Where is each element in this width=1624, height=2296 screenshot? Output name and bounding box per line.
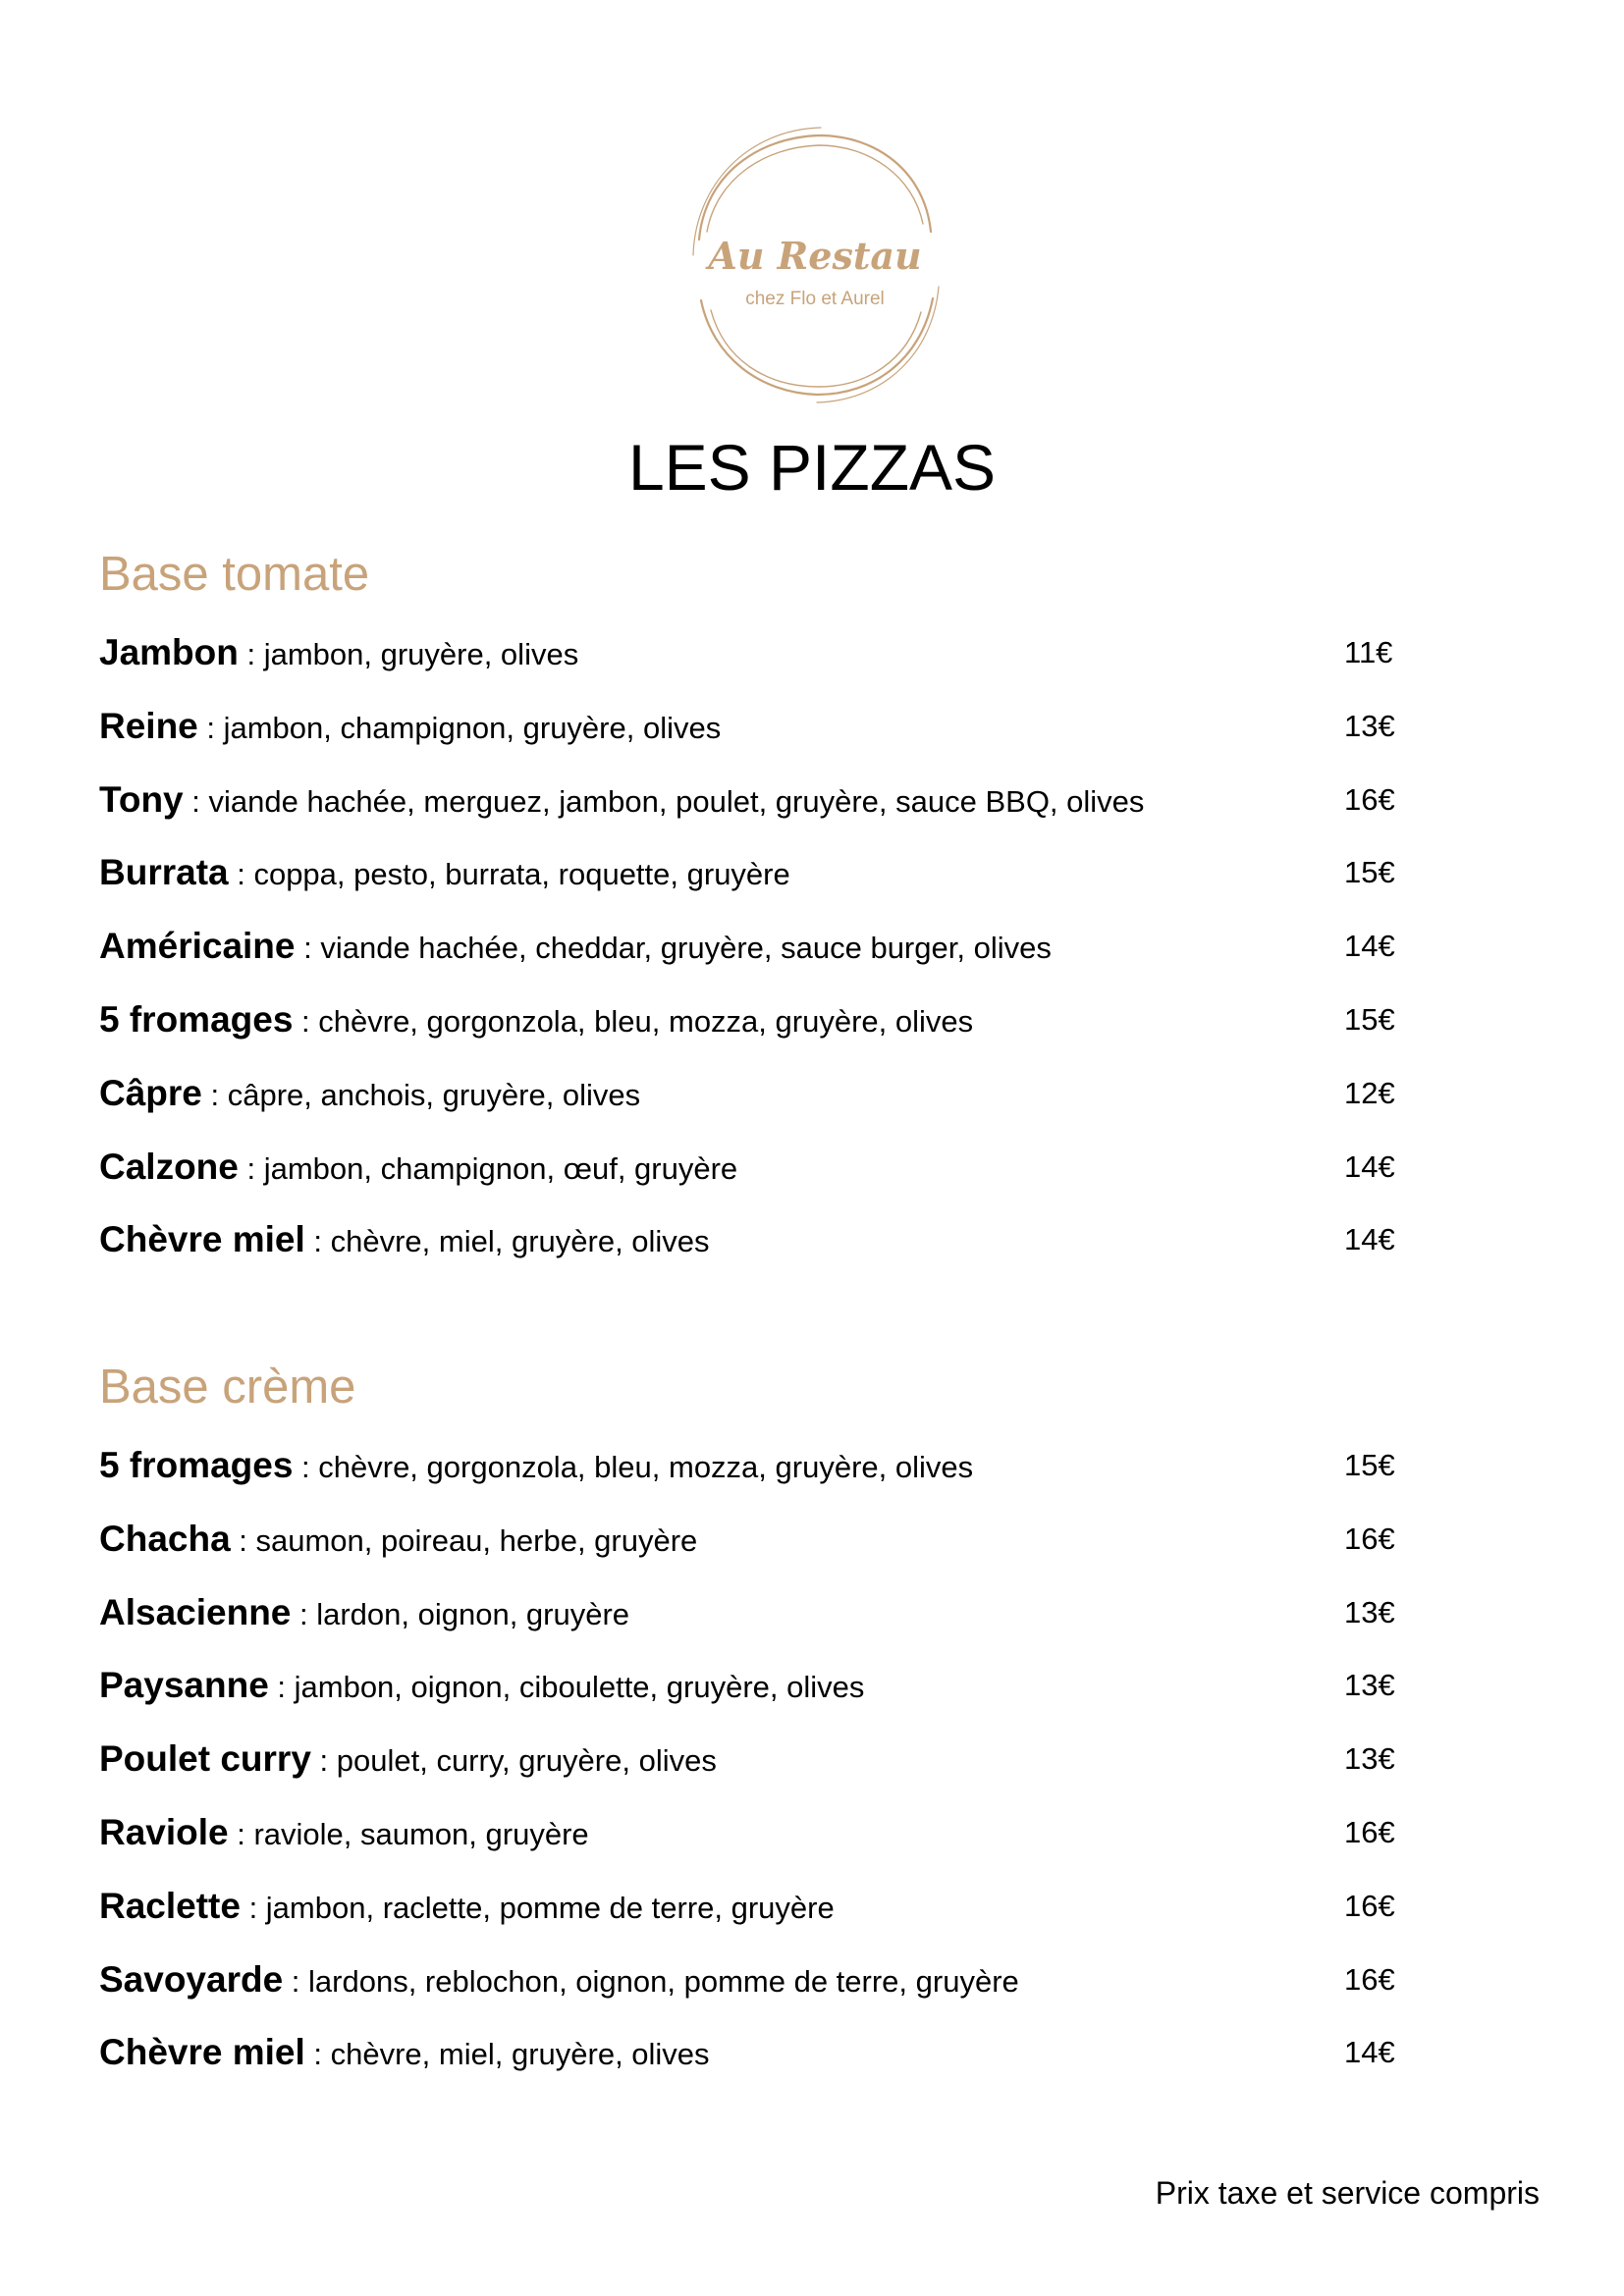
menu-item-price: 16€: [1344, 1814, 1395, 1849]
menu-item-price: 14€: [1344, 2035, 1395, 2070]
menu-item-price: 13€: [1344, 708, 1395, 743]
menu-item-name: Poulet curry: [99, 1738, 311, 1780]
footer-note: Prix taxe et service compris: [1155, 2175, 1540, 2211]
menu-item-ingredients: chèvre, miel, gruyère, olives: [330, 1224, 710, 1259]
logo-name: Au Restau: [708, 234, 922, 278]
menu-item-separator: :: [228, 1816, 254, 1851]
section-title-base-creme: Base crème: [99, 1361, 356, 1414]
menu-item-name: 5 fromages: [99, 998, 294, 1040]
menu-item-separator: :: [310, 1743, 337, 1779]
logo-subtitle: chez Flo et Aurel: [745, 289, 885, 309]
menu-item: [99, 2032, 1405, 2106]
menu-item-separator: :: [183, 783, 209, 819]
menu-item: [99, 999, 1405, 1073]
menu-item-price: 12€: [1344, 1075, 1395, 1110]
menu-item-ingredients: viande hachée, cheddar, gruyère, sauce burger, olives: [320, 931, 1052, 966]
menu-item-ingredients: chèvre, miel, gruyère, olives: [330, 2037, 710, 2072]
menu-item-price: 15€: [1344, 1448, 1395, 1482]
menu-item-ingredients: coppa, pesto, burrata, roquette, gruyère: [253, 857, 790, 892]
menu-item-ingredients: jambon, champignon, œuf, gruyère: [263, 1150, 738, 1186]
menu-item-ingredients: chèvre, gorgonzola, bleu, mozza, gruyère, olives: [318, 1450, 974, 1484]
menu-item: [99, 1219, 1405, 1293]
menu-item-separator: :: [238, 1150, 264, 1186]
menu-item: [99, 632, 1405, 706]
menu-item: [99, 1959, 1405, 2033]
menu-item-ingredients: câpre, anchois, gruyère, olives: [227, 1077, 641, 1112]
menu-item-price: 16€: [1344, 781, 1395, 817]
menu-item-name: Alsacienne: [99, 1591, 292, 1632]
menu-item-ingredients: lardon, oignon, gruyère: [316, 1596, 630, 1631]
menu-item-ingredients: poulet, curry, gruyère, olives: [336, 1743, 717, 1779]
menu-item-ingredients: chèvre, gorgonzola, bleu, mozza, gruyère, olives: [318, 1003, 974, 1039]
menu-list-base-tomate: [99, 632, 1405, 1293]
menu-item-name: Reine: [99, 705, 198, 746]
menu-item-name: Chacha: [99, 1518, 231, 1559]
menu-item-separator: :: [304, 2037, 331, 2072]
menu-item-separator: :: [304, 1224, 331, 1259]
menu-item-separator: :: [240, 1890, 266, 1925]
menu-item-ingredients: jambon, oignon, ciboulette, gruyère, olives: [294, 1670, 865, 1705]
menu-item-name: Tony: [99, 778, 184, 820]
menu-item-price: 14€: [1344, 929, 1395, 964]
menu-item-name: Raviole: [99, 1811, 229, 1852]
menu-item-ingredients: raviole, saumon, gruyère: [253, 1816, 589, 1851]
menu-item: [99, 1147, 1405, 1220]
menu-item: [99, 1665, 1405, 1738]
menu-item: [99, 779, 1405, 853]
menu-item-ingredients: viande hachée, merguez, jambon, poulet, gruyère, sauce BBQ, olives: [208, 783, 1145, 819]
menu-item: [99, 1445, 1405, 1519]
menu-item-name: 5 fromages: [99, 1445, 294, 1485]
menu-item-name: Jambon: [99, 632, 239, 672]
menu-item-price: 15€: [1344, 1001, 1395, 1037]
menu-item-name: Chèvre miel: [99, 2032, 305, 2073]
menu-item-separator: :: [293, 1450, 319, 1484]
menu-item-price: 14€: [1344, 1222, 1395, 1257]
menu-item: [99, 1886, 1405, 1959]
menu-item-price: 13€: [1344, 1594, 1395, 1629]
menu-item-price: 14€: [1344, 1148, 1395, 1184]
section-title-base-tomate: Base tomate: [99, 548, 370, 601]
menu-item-ingredients: lardons, reblochon, oignon, pomme de terre, gruyère: [308, 1963, 1019, 1999]
menu-item-separator: :: [293, 1003, 319, 1039]
menu-item: [99, 1592, 1405, 1666]
menu-item-separator: :: [201, 1077, 228, 1112]
menu-item-separator: :: [228, 857, 254, 892]
menu-item-price: 16€: [1344, 1961, 1395, 1997]
menu-item-ingredients: saumon, poireau, herbe, gruyère: [255, 1522, 698, 1558]
menu-item-separator: :: [197, 710, 224, 745]
menu-item: [99, 706, 1405, 779]
menu-item: [99, 1738, 1405, 1812]
menu-item: [99, 1812, 1405, 1886]
menu-item-price: 15€: [1344, 855, 1395, 890]
menu-item-name: Américaine: [99, 926, 296, 967]
menu-item-price: 16€: [1344, 1521, 1395, 1556]
menu-item-name: Savoyarde: [99, 1958, 284, 2000]
menu-item-price: 11€: [1344, 635, 1393, 669]
menu-item-ingredients: jambon, raclette, pomme de terre, gruyère: [265, 1890, 835, 1925]
menu-item: [99, 1073, 1405, 1147]
menu-item-separator: :: [238, 637, 264, 671]
page-title: LES PIZZAS: [627, 431, 997, 504]
menu-item-price: 13€: [1344, 1668, 1395, 1703]
menu-item: [99, 1519, 1405, 1592]
menu-item-separator: :: [291, 1596, 317, 1631]
menu-item-separator: :: [230, 1522, 256, 1558]
menu-item: [99, 852, 1405, 926]
menu-item-ingredients: jambon, gruyère, olives: [263, 637, 579, 671]
menu-item-name: Chèvre miel: [99, 1219, 305, 1260]
menu-item-separator: :: [268, 1670, 295, 1705]
restaurant-logo: [689, 126, 941, 404]
menu-item-price: 13€: [1344, 1741, 1395, 1777]
menu-item-name: Câpre: [99, 1072, 202, 1113]
menu-item-name: Burrata: [99, 852, 229, 893]
menu-item: [99, 926, 1405, 999]
menu-item-name: Raclette: [99, 1885, 241, 1926]
menu-list-base-creme: [99, 1445, 1405, 2106]
menu-item-name: Paysanne: [99, 1665, 269, 1706]
menu-item-name: Calzone: [99, 1146, 239, 1187]
menu-item-ingredients: jambon, champignon, gruyère, olives: [223, 710, 722, 745]
menu-item-price: 16€: [1344, 1888, 1395, 1923]
menu-item-separator: :: [283, 1963, 309, 1999]
menu-item-separator: :: [295, 931, 321, 966]
